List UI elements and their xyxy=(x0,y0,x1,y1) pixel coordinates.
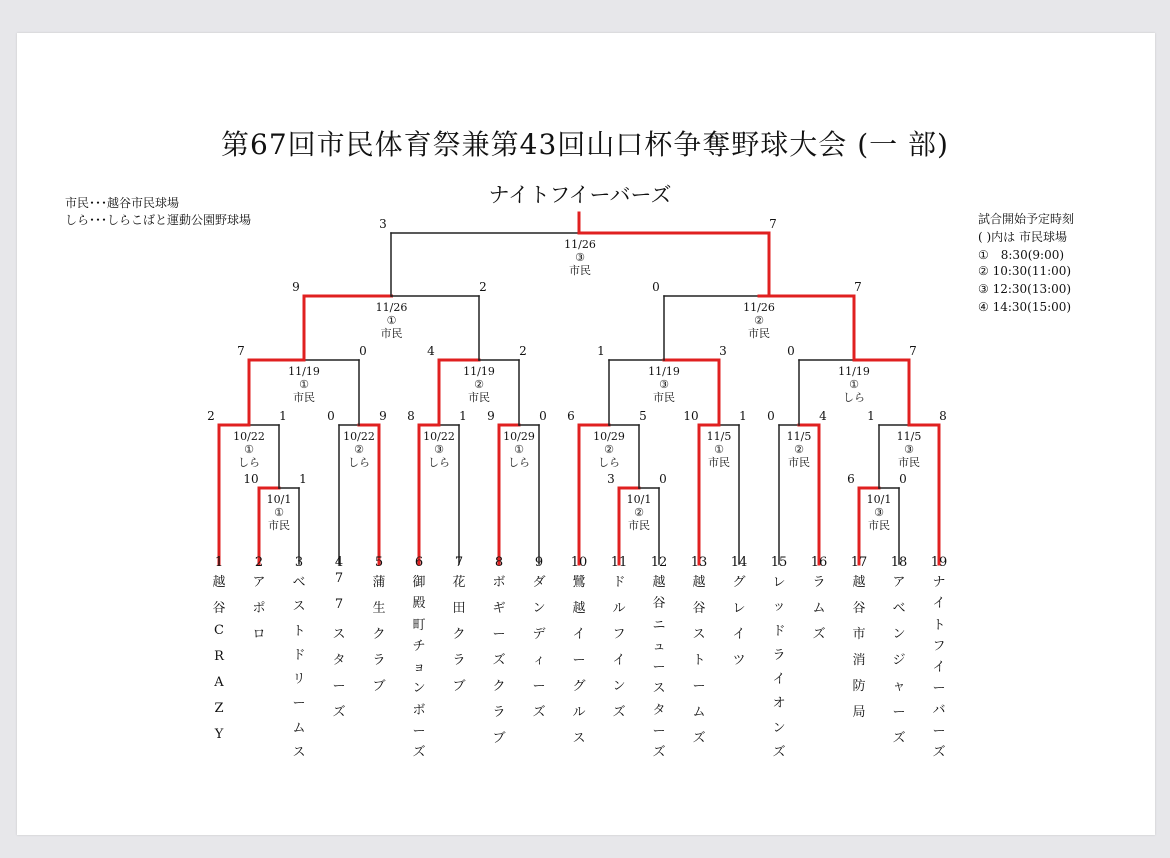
team-name-char: タ xyxy=(652,702,666,718)
team-name-char: ク xyxy=(492,679,506,694)
schedule-legend-slot-4: ④ 14:30(15:00) xyxy=(978,300,1072,314)
team-name-char: ー xyxy=(492,627,506,642)
team-name-char: ズ xyxy=(652,745,666,760)
team-name-char: Z xyxy=(214,701,224,716)
team-name-char: 越 xyxy=(652,575,666,590)
team-name-char: R xyxy=(214,649,224,664)
team-seed: 2 xyxy=(254,555,264,570)
schedule-legend-note: ( )内は 市民球場 xyxy=(978,230,1067,244)
match-date: 11/26 xyxy=(743,301,775,314)
match-venue: 市民 xyxy=(748,327,770,340)
team-name-char: ム xyxy=(692,705,706,720)
team-seed: 9 xyxy=(534,555,544,570)
team-name-char: ー xyxy=(572,653,586,668)
team-name-char: イ xyxy=(932,596,946,612)
match-score: 9 xyxy=(379,409,387,423)
team-seed: 18 xyxy=(890,555,908,570)
match-date: 10/22 xyxy=(233,430,265,443)
team-name-char: ー xyxy=(692,679,706,694)
team-name-char: 生 xyxy=(372,601,386,616)
match-score: 1 xyxy=(299,472,307,486)
team-name-char: ズ xyxy=(612,705,626,720)
team-name-char: ラ xyxy=(372,653,386,668)
team-seed: 11 xyxy=(610,555,628,570)
team-name-char: ダ xyxy=(532,575,546,590)
team-name-char: 防 xyxy=(852,679,866,694)
match-slot: ① xyxy=(244,443,254,456)
team-name-char: ョ xyxy=(412,660,426,675)
match-date: 10/1 xyxy=(266,493,292,506)
match-score: 0 xyxy=(359,344,367,358)
team-name-char: ズ xyxy=(812,627,826,642)
team-name-char: イ xyxy=(732,627,746,642)
team-name-char: ニ xyxy=(652,617,666,633)
team-seed: 17 xyxy=(850,555,868,570)
team-name-char: ン xyxy=(612,679,626,694)
team-name-char: ス xyxy=(652,681,666,697)
team-name-char: ー xyxy=(412,723,426,739)
match-slot: ② xyxy=(604,443,614,456)
team-name-char: ッ xyxy=(772,599,786,615)
team-name-char: ス xyxy=(332,627,346,642)
team-name-char: フ xyxy=(932,638,946,654)
team-name-char: 鷺 xyxy=(572,575,586,590)
match-slot: ② xyxy=(794,443,804,456)
match-date: 11/5 xyxy=(786,430,812,443)
match-venue: しら xyxy=(238,456,260,469)
team-name-char: ー xyxy=(652,723,666,739)
team-name-char: ン xyxy=(892,627,906,642)
match-date: 10/22 xyxy=(423,430,455,443)
team-name-char: 越 xyxy=(212,575,226,590)
match-venue: 市民 xyxy=(293,391,315,404)
match-venue: 市民 xyxy=(380,327,403,340)
team-name-char: ト xyxy=(292,623,306,639)
team-name-char: 7 xyxy=(334,571,344,586)
team-name-char: ス xyxy=(292,745,306,760)
team-name-char: ロ xyxy=(252,627,266,642)
team-name-char: ー xyxy=(652,660,666,675)
match-score: 7 xyxy=(854,280,862,294)
team-name-char: ア xyxy=(252,575,266,590)
team-name-char: ラ xyxy=(492,705,506,720)
team-name-char: ム xyxy=(292,720,306,736)
match-info xyxy=(219,430,279,469)
match-score: 6 xyxy=(847,472,855,486)
match-slot: ② xyxy=(474,378,484,391)
team-name-char: 殿 xyxy=(412,596,426,612)
team-name-char: 消 xyxy=(852,653,866,668)
team-name-char: ボ xyxy=(492,575,506,590)
match-score: 0 xyxy=(767,409,775,423)
team-name-char: ン xyxy=(412,681,426,697)
team-name-char: グ xyxy=(572,679,586,694)
team-name-char: ー xyxy=(932,681,946,697)
team-name-char: ド xyxy=(612,575,626,590)
schedule-legend-slot-1: ① 8:30(9:00) xyxy=(978,248,1065,262)
match-info xyxy=(409,430,469,469)
match-info xyxy=(879,430,939,469)
team-name-char: 田 xyxy=(452,601,466,616)
team-name-char: 越 xyxy=(572,601,586,616)
team-name-char: ス xyxy=(692,627,706,642)
team-name-char: 町 xyxy=(412,617,426,633)
match-score: 4 xyxy=(819,409,827,423)
team-name-char: ギ xyxy=(492,601,506,616)
team-seed: 19 xyxy=(930,555,948,570)
team-name-char: オ xyxy=(772,696,786,712)
team-seed: 5 xyxy=(374,555,384,570)
match-score: 2 xyxy=(479,280,487,294)
match-info xyxy=(362,301,422,340)
team-name-char: ル xyxy=(572,705,586,720)
team-name-char: 局 xyxy=(852,705,866,720)
match-slot: ② xyxy=(354,443,364,456)
match-score: 1 xyxy=(597,344,605,358)
match-score: 1 xyxy=(867,409,875,423)
match-date: 11/5 xyxy=(706,430,732,443)
team-name-char: ズ xyxy=(932,745,946,760)
team-name-char: ズ xyxy=(532,705,546,720)
schedule-legend-title: 試合開始予定時刻 xyxy=(978,212,1075,226)
match-score: 7 xyxy=(769,217,777,231)
match-info xyxy=(579,430,639,469)
team-name-char: ド xyxy=(292,647,306,663)
match-info xyxy=(249,493,309,532)
match-venue: 市民 xyxy=(653,391,675,404)
match-date: 11/19 xyxy=(838,365,870,378)
team-name-char: ー xyxy=(292,696,306,712)
match-venue: 市民 xyxy=(268,519,290,532)
match-info xyxy=(729,301,789,340)
match-score: 0 xyxy=(787,344,795,358)
team-name-char: バ xyxy=(932,702,946,718)
team-name-char: ラ xyxy=(812,575,826,590)
match-score: 2 xyxy=(519,344,527,358)
team-name-char: ポ xyxy=(252,601,266,616)
match-score: 10 xyxy=(683,409,699,423)
match-score: 0 xyxy=(327,409,335,423)
team-name-char: ブ xyxy=(372,679,386,694)
team-name-char: 谷 xyxy=(852,601,866,616)
team-name-char: 7 xyxy=(334,597,344,612)
team-name-char: ズ xyxy=(492,653,506,668)
match-date: 11/26 xyxy=(375,301,408,314)
team-seed: 12 xyxy=(650,555,668,570)
match-slot: ② xyxy=(754,314,764,327)
match-venue: しら xyxy=(598,456,620,469)
team-name-char: ア xyxy=(892,575,906,590)
match-info xyxy=(449,365,509,404)
match-slot: ③ xyxy=(659,378,669,391)
team-name-char: イ xyxy=(572,627,586,642)
team-name-char: リ xyxy=(292,672,306,688)
team-name-char: 市 xyxy=(852,627,866,642)
team-seed: 3 xyxy=(294,555,304,570)
match-score: 4 xyxy=(427,344,435,358)
team-seed: 10 xyxy=(570,555,588,570)
team-name-char: ナ xyxy=(932,575,946,590)
match-venue: しら xyxy=(508,456,530,469)
match-date: 11/26 xyxy=(564,238,596,251)
match-venue: 市民 xyxy=(569,264,591,277)
team-name-char: ラ xyxy=(772,647,786,663)
match-info xyxy=(274,365,334,404)
match-date: 11/19 xyxy=(463,365,495,378)
team-name-char: ベ xyxy=(892,601,906,616)
team-seed: 8 xyxy=(494,555,504,570)
match-score: 0 xyxy=(652,280,660,294)
team-name-char: デ xyxy=(532,627,546,642)
team-name-char: レ xyxy=(732,601,746,616)
team-name-char: ト xyxy=(692,653,706,668)
team-name-char: 御 xyxy=(412,575,426,590)
match-score: 9 xyxy=(292,280,300,294)
match-slot: ① xyxy=(274,506,284,519)
team-name-char: 蒲 xyxy=(372,575,386,590)
match-info xyxy=(489,430,549,469)
team-name-char: Y xyxy=(214,727,224,742)
team-name-char: 越 xyxy=(692,575,706,590)
team-name-char: グ xyxy=(732,575,746,590)
match-score: 10 xyxy=(243,472,259,486)
team-name-char: ジ xyxy=(892,653,906,668)
team-name-char: ベ xyxy=(292,575,306,590)
match-slot: ① xyxy=(714,443,724,456)
team-name-char: 越 xyxy=(852,575,866,590)
team-name-char: フ xyxy=(612,627,626,642)
team-name-char: ン xyxy=(772,720,786,736)
team-name-char: C xyxy=(214,623,224,638)
match-venue: しら xyxy=(843,391,865,404)
match-date: 10/29 xyxy=(503,430,535,443)
match-info xyxy=(609,493,669,532)
match-date: 10/22 xyxy=(343,430,375,443)
match-date: 10/1 xyxy=(866,493,892,506)
match-date: 11/19 xyxy=(648,365,680,378)
match-venue: 市民 xyxy=(708,456,730,469)
match-score: 5 xyxy=(639,409,647,423)
team-name-char: ズ xyxy=(772,745,786,760)
team-name-char: ブ xyxy=(492,731,506,746)
team-name-char: ド xyxy=(772,623,786,639)
team-name-char: 谷 xyxy=(212,601,226,616)
match-info xyxy=(329,430,389,469)
team-seed: 6 xyxy=(414,555,424,570)
match-info xyxy=(769,430,829,469)
match-score: 8 xyxy=(407,409,415,423)
match-score: 2 xyxy=(207,409,215,423)
tournament-title: 第67回市民体育祭兼第43回山口杯争奪野球大会 (一 部) xyxy=(221,128,949,161)
match-score: 1 xyxy=(739,409,747,423)
team-seed: 4 xyxy=(334,555,344,570)
match-venue: 市民 xyxy=(898,456,920,469)
match-date: 10/1 xyxy=(626,493,652,506)
match-score: 3 xyxy=(379,217,387,231)
team-name-char: イ xyxy=(932,660,946,675)
match-score: 0 xyxy=(539,409,547,423)
team-name-char: A xyxy=(214,675,224,690)
match-score: 0 xyxy=(899,472,907,486)
match-venue: 市民 xyxy=(788,456,810,469)
team-name-char: ュ xyxy=(652,638,666,654)
team-name-char: ー xyxy=(532,679,546,694)
match-score: 3 xyxy=(607,472,615,486)
match-slot: ① xyxy=(299,378,309,391)
venue-legend-shira: しら･･･しらこばと運動公園野球場 xyxy=(65,213,252,227)
team-name-char: 谷 xyxy=(692,601,706,616)
team-name-char: チ xyxy=(412,638,426,654)
match-venue: しら xyxy=(428,456,450,469)
team-seed: 7 xyxy=(454,555,464,570)
match-slot: ① xyxy=(386,314,397,327)
match-slot: ① xyxy=(849,378,859,391)
match-score: 1 xyxy=(459,409,467,423)
team-name-char: ク xyxy=(452,627,466,642)
team-name-char: 花 xyxy=(452,575,466,590)
team-name-char: ズ xyxy=(892,731,906,746)
match-date: 11/5 xyxy=(896,430,922,443)
match-date: 10/29 xyxy=(593,430,625,443)
match-venue: しら xyxy=(348,456,370,469)
team-name-char: ン xyxy=(532,601,546,616)
team-name-char: ス xyxy=(292,599,306,615)
team-name-char: ズ xyxy=(412,745,426,760)
match-slot: ③ xyxy=(434,443,444,456)
match-info xyxy=(550,238,610,277)
team-seed: 16 xyxy=(810,555,828,570)
team-name-char: ブ xyxy=(452,679,466,694)
team-name-char: ー xyxy=(332,679,346,694)
match-slot: ① xyxy=(514,443,524,456)
team-name-char: タ xyxy=(332,653,346,668)
schedule-legend-slot-2: ② 10:30(11:00) xyxy=(978,264,1072,278)
match-score: 8 xyxy=(939,409,947,423)
team-name-char: ク xyxy=(372,627,386,642)
team-name-char: ト xyxy=(932,617,946,633)
team-name-char: 谷 xyxy=(652,596,666,612)
schedule-legend-slot-3: ③ 12:30(13:00) xyxy=(978,282,1072,296)
match-slot: ② xyxy=(634,506,644,519)
team-name-char: ー xyxy=(892,705,906,720)
team-name-char: ラ xyxy=(452,653,466,668)
match-score: 3 xyxy=(719,344,727,358)
team-seed: 14 xyxy=(730,555,748,570)
team-name-char: ム xyxy=(812,601,826,616)
match-score: 6 xyxy=(567,409,575,423)
team-name-char: ー xyxy=(932,723,946,739)
team-name-char: ズ xyxy=(332,705,346,720)
match-slot: ③ xyxy=(874,506,884,519)
team-name-char: ィ xyxy=(532,653,546,668)
team-seed: 13 xyxy=(690,555,708,570)
match-score: 9 xyxy=(487,409,495,423)
match-score: 7 xyxy=(909,344,917,358)
team-name-char: イ xyxy=(772,672,786,688)
team-name-char: ツ xyxy=(732,653,746,668)
match-venue: 市民 xyxy=(868,519,890,532)
team-name-char: ボ xyxy=(412,702,426,718)
match-info xyxy=(634,365,694,404)
champion-name: ナイトフイーバーズ xyxy=(488,183,672,207)
team-name-char: ル xyxy=(612,601,626,616)
match-venue: 市民 xyxy=(628,519,650,532)
match-slot: ③ xyxy=(904,443,914,456)
match-score: 1 xyxy=(279,409,287,423)
match-score: 0 xyxy=(659,472,667,486)
match-score: 7 xyxy=(237,344,245,358)
team-seed: 1 xyxy=(214,555,224,570)
match-info xyxy=(689,430,749,469)
team-name-char: ス xyxy=(572,731,586,746)
team-name-char: ズ xyxy=(692,731,706,746)
team-seed: 15 xyxy=(770,555,788,570)
match-venue: 市民 xyxy=(468,391,490,404)
team-name-char: イ xyxy=(612,653,626,668)
venue-legend-shimin: 市民･･･越谷市民球場 xyxy=(65,196,180,210)
match-info xyxy=(849,493,909,532)
match-date: 11/19 xyxy=(288,365,320,378)
match-info xyxy=(824,365,884,404)
team-name-char: ャ xyxy=(892,679,906,694)
team-name-char: レ xyxy=(772,575,786,590)
match-slot: ③ xyxy=(575,251,585,264)
